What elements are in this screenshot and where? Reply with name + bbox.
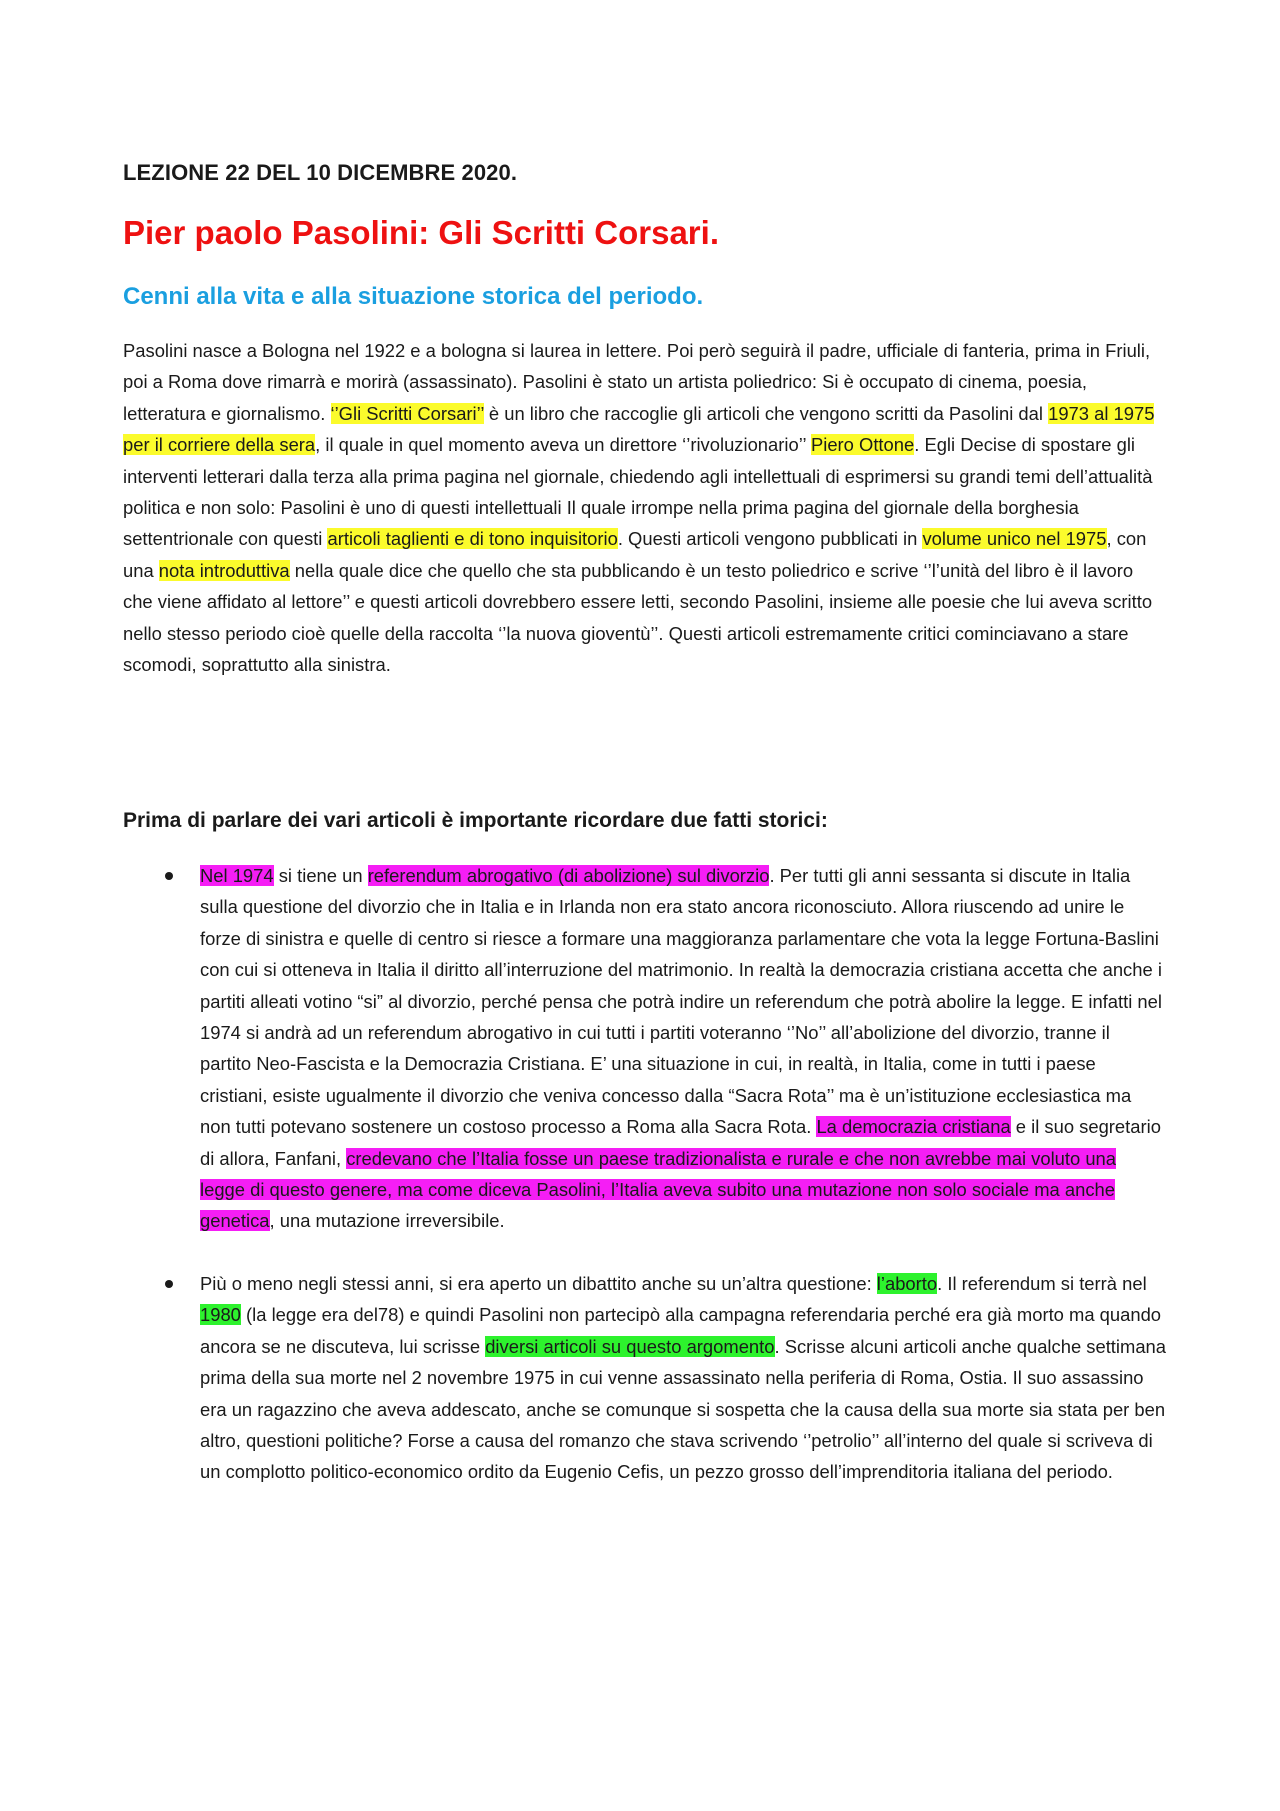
intro-paragraph: [123, 335, 1165, 680]
intro-text: , il quale in quel momento aveva un direttore ‘’rivoluzionario’’: [315, 434, 811, 456]
section-heading: Prima di parlare dei vari articoli è importante ricordare due fatti storici:: [123, 809, 828, 832]
historical-facts-list: [0, 860, 1280, 1519]
highlight-magenta: La democrazia cristiana: [816, 1116, 1011, 1138]
list-item-text: [200, 1268, 1166, 1488]
list-item: [0, 1268, 1280, 1488]
bullet-icon: [165, 872, 173, 880]
highlight-magenta: referendum abrogativo (di abolizione) sul divorzio: [367, 865, 770, 886]
highlight-yellow: ‘’Gli Scritti Corsari’’: [330, 402, 484, 424]
intro-text: . Questi articoli vengono pubblicati in: [617, 528, 923, 550]
intro-text: è un libro che raccoglie gli articoli che vengono scritti da Pasolini dal: [483, 402, 1049, 424]
highlight-green: l’aborto: [876, 1272, 938, 1294]
lesson-title: LEZIONE 22 DEL 10 DICEMBRE 2020.: [123, 160, 518, 185]
bullet-text: . Per tutti gli anni sessanta si discute in Italia sulla questione del divorzio che in Italia e in Irlanda non era stato ancora riconosciuto. Allora riuscendo ad unire le forze di sinistra e quelle di centro si riesce a formare una maggioranza parlamentare che vota la legge Fortuna-Baslini con cui si otteneva in Italia il diritto all’interruzione del matrimonio. In realtà la democrazia cristiana accetta che anche i partiti alleati votino “si” al divorzio, perché pensa che potrà indire un referendum che potrà abolire la legge. E infatti nel 1974 si andrà ad un referendum abrogativo in cui tutti i partiti voteranno ‘’No’’ all’abolizione del divorzio, tranne il partito Neo-Fascista e la Democrazia Cristiana. E’ una situazione in cui, in realtà, in Italia, come in tutti i paese cristiani, esiste ugualmente il divorzio che veniva concesso dalla “Sacra Rota’’ ma è un’istituzione ecclesiastica ma non tutti potevano sostenere un costoso processo a Roma alla Sacra Rota.: [200, 865, 1162, 1138]
list-item: [0, 860, 1280, 1237]
bullet-text: Più o meno negli stessi anni, si era aperto un dibattito anche su un’altra questione:: [200, 1272, 877, 1294]
bullet-icon: [165, 1280, 173, 1288]
bullet-text: si tiene un: [273, 865, 368, 886]
intro-text: , con una: [123, 528, 1147, 581]
bullet-text: , una mutazione irreversibile.: [269, 1210, 505, 1232]
bullet-text: e il suo segretario di allora, Fanfani,: [200, 1116, 1161, 1169]
bullet-text: . Scrisse alcuni articoli anche qualche settimana prima della sua morte nel 2 novembre 1975 in cui venne assassinato nella periferia di Roma, Ostia. Il suo assassino era un ragazzino che aveva addescato, anche se comunque si sospetta che la causa della sua morte sia stata per ben altro, questioni politiche? Forse a causa del romanzo che stava scrivendo ‘’petrolio’’ all’interno del quale si scriveva di un complotto politico-economico ordito da Eugenio Cefis, un pezzo grosso dell’imprenditoria italiana del periodo.: [200, 1335, 1167, 1483]
highlight-yellow: nota introduttiva: [158, 559, 290, 581]
highlight-magenta: credevano che l’Italia fosse un paese tradizionalista e rurale e che non avrebbe mai voluto una legge di questo genere, ma come diceva Pasolini, l’Italia aveva subito una mutazione non solo sociale ma anche genetica: [200, 1147, 1117, 1232]
intro-text: nella quale dice che quello che sta pubblicando è un testo poliedrico e scrive ‘’l’unità del libro è il lavoro che viene affidato al lettore’’ e questi articoli dovrebbero essere letti, secondo Pasolini, insieme alle poesie che lui aveva scritto nello stesso periodo cioè quelle della raccolta ‘’la nuova gioventù’’. Questi articoli estremamente critici cominciavano a stare scomodi, soprattutto alla sinistra.: [123, 559, 1153, 676]
bullet-text: . Il referendum si terrà nel: [937, 1272, 1147, 1294]
highlight-yellow: volume unico nel 1975: [922, 528, 1107, 550]
highlight-yellow: Piero Ottone: [810, 434, 915, 456]
intro-text: Pasolini nasce a Bologna nel 1922 e a bologna si laurea in lettere. Poi però seguirà il padre, ufficiale di fanteria, prima in Friuli, poi a Roma dove rimarrà e morirà (assassinato). Pasolini è stato un artista poliedrico: Si è occupato di cinema, poesia, letteratura e giornalismo.: [123, 340, 1151, 424]
main-title: Pier paolo Pasolini: Gli Scritti Corsari.: [123, 214, 719, 251]
highlight-green: diversi articoli su questo argomento: [485, 1335, 775, 1357]
highlight-yellow: 1973 al 1975 per il corriere della sera: [123, 402, 1155, 456]
section-subtitle: Cenni alla vita e alla situazione storica del periodo.: [123, 283, 704, 310]
bullet-text: (la legge era del78) e quindi Pasolini non partecipò alla campagna referendaria perché era già morto ma quando ancora se ne discuteva, lui scrisse: [200, 1304, 1162, 1357]
highlight-green: 1980: [200, 1304, 241, 1326]
highlight-magenta: Nel 1974: [200, 865, 274, 886]
intro-text: . Egli Decise di spostare gli interventi letterari dalla terza alla prima pagina nel giornale, chiedendo agli intellettuali di esprimersi su grandi temi dell’attualità politica e non solo: Pasolini è uno di questi intellettuali Il quale irrompe nella prima pagina del giornale della borghesia settentrionale con questi: [123, 434, 1153, 550]
highlight-yellow: articoli taglienti e di tono inquisitorio: [327, 528, 618, 550]
list-item-text: [200, 860, 1166, 1237]
